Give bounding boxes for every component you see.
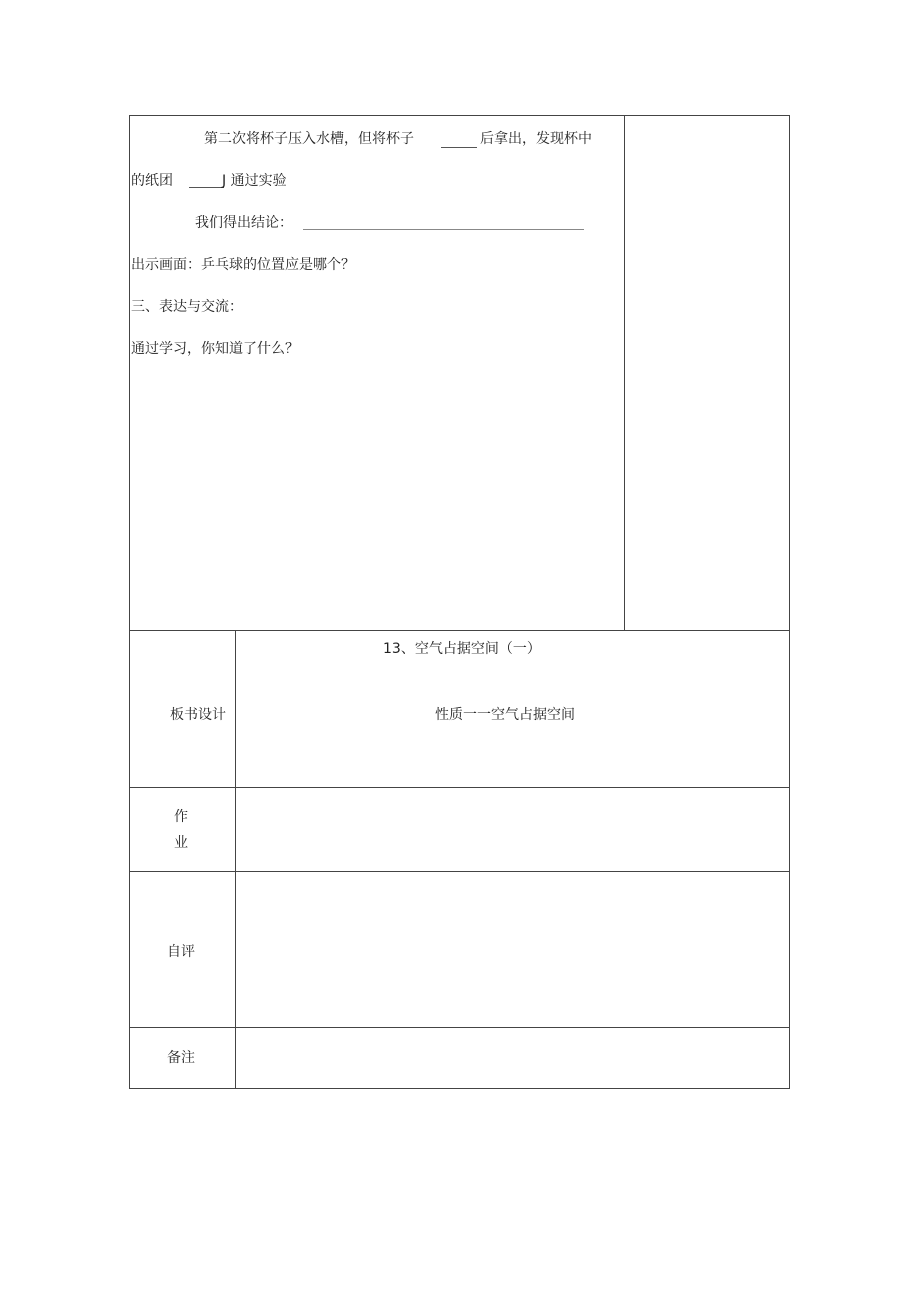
board-design-label: 板书设计 — [170, 707, 226, 723]
notes-label: 备注 — [167, 1050, 195, 1066]
homework-label-line-2: 业 — [174, 835, 188, 851]
table-border-left — [129, 115, 130, 1088]
table-border-row1 — [129, 630, 790, 631]
conclusion-label: 我们得出结论： — [195, 215, 293, 231]
lesson-line-6: 通过学习，你知道了什么？ — [131, 341, 299, 357]
table-divider-label-column — [235, 630, 236, 1088]
conclusion-blank — [303, 229, 584, 230]
table-border-bottom — [129, 1088, 790, 1089]
lesson-line-2-end: J 通过实验 — [222, 173, 287, 189]
homework-label-line-1: 作 — [174, 809, 188, 825]
table-border-row2 — [129, 787, 790, 788]
board-content: 性质一一空气占据空间 — [435, 707, 575, 723]
blank-line-1 — [441, 147, 477, 148]
lesson-line-1-end: 后拿出，发现杯中 — [480, 131, 592, 147]
self-evaluation-label: 自评 — [167, 944, 195, 960]
lesson-line-2-start: 的纸团 — [131, 173, 173, 189]
table-border-row4 — [129, 1027, 790, 1028]
board-title: 13、空气占据空间（一） — [383, 641, 541, 657]
lesson-line-4: 出示画面：乒乓球的位置应是哪个？ — [131, 257, 355, 273]
lesson-line-1-start: 第二次将杯子压入水槽，但将杯子 — [204, 131, 414, 147]
table-border-right — [789, 115, 790, 1088]
table-divider-side-column — [624, 115, 625, 630]
section-heading-expression: 三、表达与交流： — [131, 299, 243, 315]
table-border-top — [129, 115, 790, 116]
blank-line-2 — [189, 187, 224, 188]
table-border-row3 — [129, 871, 790, 872]
